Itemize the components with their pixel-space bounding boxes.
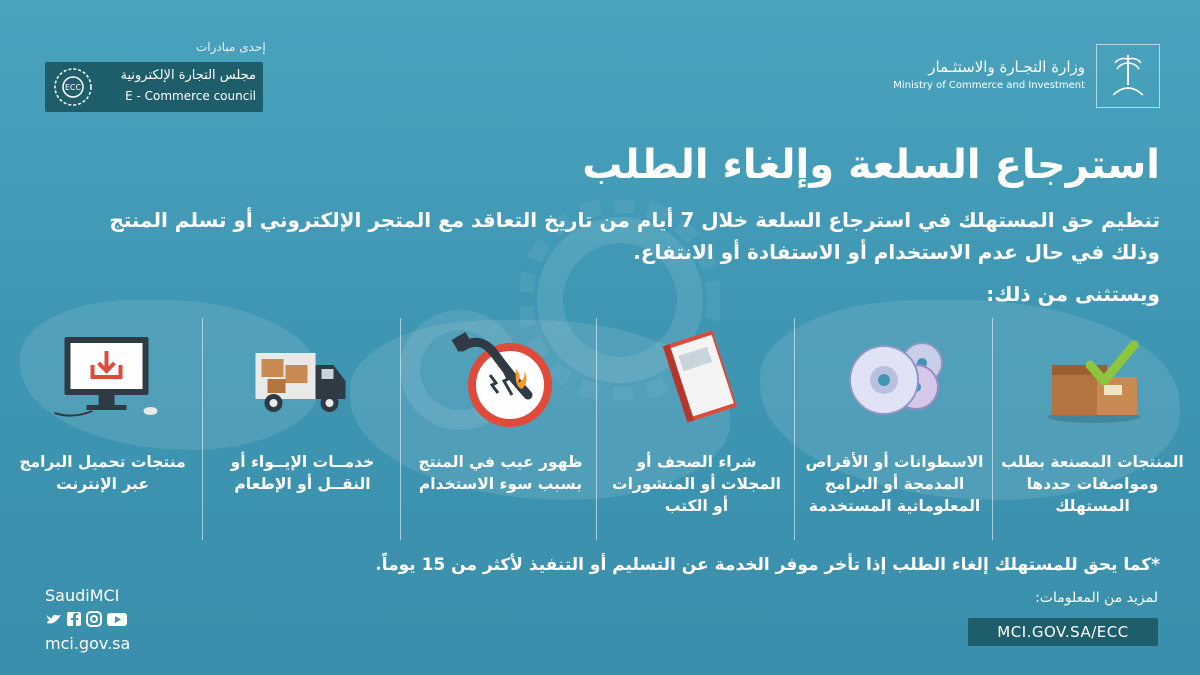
- truck-icon: [235, 325, 365, 430]
- page-title: استرجاع السلعة وإلغاء الطلب: [582, 142, 1160, 188]
- exception-label: الاسطوانات أو الأقراص المدمجة أو البرامج المعلوماتية المستخدمة: [805, 453, 984, 515]
- youtube-icon[interactable]: [107, 613, 127, 626]
- custom-boxes-check-icon: [1042, 325, 1147, 430]
- exception-item-discs: [797, 315, 992, 555]
- exceptions-label: ويستثنى من ذلك:: [986, 282, 1160, 306]
- cd-discs-icon: [844, 325, 949, 430]
- computer-download-icon: [45, 325, 165, 430]
- subtitle-line-1: تنظيم حق المستهلك في استرجاع السلعة خلال 7 أيام من تاريخ التعاقد مع المتجر الإلكتروني أو تسلم المنتج: [109, 208, 1160, 232]
- initiative-label: إحدى مبادرات: [196, 40, 266, 54]
- ecc-name-en: E - Commerce council: [125, 89, 256, 103]
- exception-label: المنتجات المصنعة بطلب ومواصفات حددها المستهلك: [1001, 453, 1184, 515]
- exception-label: منتجات تحميل البرامج عبر الإنترنت: [19, 453, 186, 493]
- ministry-emblem: [1096, 44, 1160, 108]
- palm-swords-icon: [1097, 45, 1159, 107]
- social-handle: SaudiMCI: [45, 586, 120, 605]
- more-info-label: لمزيد من المعلومات:: [1035, 590, 1158, 606]
- facebook-icon[interactable]: [67, 612, 81, 626]
- damaged-cable-icon: [450, 325, 555, 430]
- exception-label: شراء الصحف أو المجلات أو المنشورات أو الكتب: [612, 453, 781, 515]
- website-link[interactable]: mci.gov.sa: [45, 634, 131, 653]
- ecc-emblem-icon: [52, 66, 94, 108]
- ministry-name-en: Ministry of Commerce and Investment: [893, 80, 1085, 91]
- book-icon: [646, 325, 751, 430]
- cancellation-note: *كما يحق للمستهلك إلغاء الطلب إذا تأخر موفر الخدمة عن التسليم أو التنفيذ لأكثر من 15 يوماً.: [375, 555, 1160, 575]
- exception-item-misuse-defect: [403, 315, 598, 555]
- more-info-url[interactable]: MCI.GOV.SA/ECC: [968, 618, 1158, 646]
- exception-item-software-download: [5, 315, 200, 555]
- ministry-name-ar: وزارة التجـارة والاستثـمار: [928, 58, 1085, 76]
- twitter-icon[interactable]: [47, 615, 61, 624]
- exception-item-services: [205, 315, 400, 555]
- exception-item-custom-products: [995, 315, 1190, 555]
- column-divider: [992, 318, 993, 540]
- exception-item-publications: [599, 315, 794, 555]
- subtitle: [30, 204, 1160, 268]
- column-divider: [400, 318, 401, 540]
- subtitle-line-2: وذلك في حال عدم الاستخدام أو الاستفادة أو الانتفاع.: [633, 240, 1160, 264]
- column-divider: [202, 318, 203, 540]
- social-icons: [45, 611, 140, 627]
- ecc-name-ar: مجلس التجارة الإلكترونية: [120, 68, 256, 83]
- instagram-icon[interactable]: [87, 612, 101, 626]
- svg-text:ECC: ECC: [64, 83, 82, 92]
- exception-label: خدمــات الإيــواء أو النقــل أو الإطعام: [230, 453, 375, 493]
- column-divider: [794, 318, 795, 540]
- exception-label: ظهور عيب في المنتج بسبب سوء الاستخدام: [418, 453, 583, 493]
